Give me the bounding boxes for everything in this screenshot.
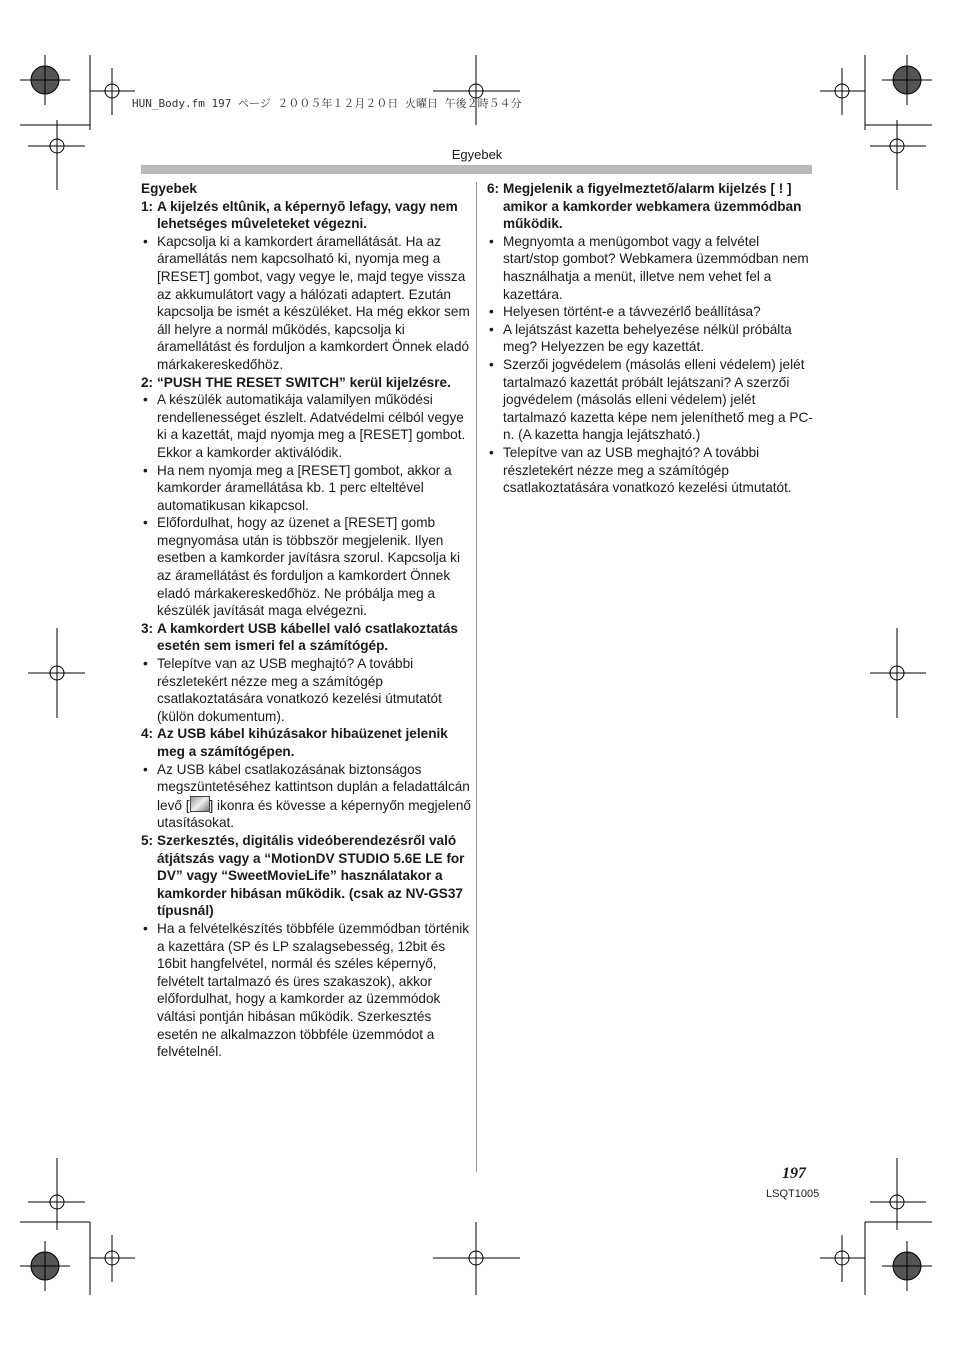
- right-column: [487, 180, 813, 497]
- question-2: 2: “PUSH THE RESET SWITCH” kerül kijelzésre.: [141, 374, 451, 390]
- list-item: • Telepítve van az USB meghajtó? A további részletekért nézze meg a számítógép csatlakoztatására vonatkozó kezelési útmutatót (külön dokumentum).: [143, 656, 442, 724]
- document-code: LSQT1005: [766, 1188, 820, 1200]
- list-item: • Megnyomta a menügombot vagy a felvétel start/stop gombot? Webkamera üzemmódban nem használhatja a menüt, illetve nem vehet fel a kazettára.: [489, 233, 809, 302]
- safely-remove-hardware-icon: [190, 796, 210, 812]
- file-info-line: HUN_Body.fm 197 ページ ２００５年１２月２０日 火曜日 午後２時５４分: [132, 97, 522, 110]
- question-5: 5: Szerkesztés, digitális videóberendezésről való átjátszás vagy a “MotionDV STUDIO 5.6E LE for DV” vagy “SweetMovieLife” használatakor a kamkorder hibásan működik. (csak az NV-GS37 típusnál): [141, 832, 465, 919]
- list-item: • Kapcsolja ki a kamkordert áramellátását. Ha az áramellátás nem kapcsolható ki, nyomja meg a [RESET] gombot, vagy vegye le, majd tegye vissza az akkumulátort vagy a hálózati adaptert. Ezután kapcsolja be ismét a készüléket. Ha még ekkor sem áll helyre a normál működés, kapcsolja ki áramellátást és forduljon a kamkordert Önnek eladó márkakereskedőhöz.: [143, 233, 470, 372]
- question-3: 3: A kamkordert USB kábellel való csatlakoztatás esetén sem ismeri fel a számítógép.: [141, 620, 458, 654]
- left-column: [141, 180, 471, 1061]
- list-item: • A lejátszást kazetta behelyezése nélkül próbálta meg? Helyezzen be egy kazettát.: [489, 321, 792, 355]
- list-item: • Szerzői jogvédelem (másolás elleni védelem) jelét tartalmazó kazettát próbált lejátszani? A szerzői jogvédelem (másolás elleni védelem) jelét tartalmazó kazetta képe nem jeleníthető meg a PC-n. (A kazetta hangja lejátszható.): [489, 356, 813, 443]
- column-divider: [476, 182, 477, 1172]
- list-item: • Ha nem nyomja meg a [RESET] gombot, akkor a kamkorder áramellátása kb. 1 perc elteltével automatikusan kikapcsol.: [143, 462, 452, 513]
- section-title: Egyebek: [451, 147, 503, 162]
- list-item: • Ha a felvételkészítés többféle üzemmódban történik a kazettára (SP és LP szalagsebesség, 12bit és 16bit hangfelvétel, normál és széles képernyő, felvételt tartalmazó és üres szakaszok), akkor előfordulhat, hogy a kamkorder az üzemmódok váltási pontján hibásan működik. Szerkesztés esetén ne alkalmazzon többféle üzemmódot a felvételnél.: [143, 920, 470, 1060]
- list-item: • Helyesen történt-e a távvezérlő beállítása?: [489, 304, 761, 320]
- question-1: 1: A kijelzés eltûnik, a képernyõ lefagy, vagy nem lehetséges mûveleteket végezni.: [141, 198, 458, 232]
- list-item: • Előfordulhat, hogy az üzenet a [RESET] gomb megnyomása után is többször megjelenik. Ilyen esetben a kamkorder javításra szorul. Kapcsolja ki az áramellátást és forduljon a kamkordert Önnek eladó márkakereskedőhöz. Ne próbálja meg a készülék javítását maga elvégezni.: [143, 515, 460, 619]
- header-rule: [141, 165, 812, 174]
- question-4: 4: Az USB kábel kihúzásakor hibaüzenet jelenik meg a számítógépen.: [141, 726, 448, 759]
- list-item: • Telepítve van az USB meghajtó? A további részletekért nézze meg a számítógép csatlakoztatására vonatkozó kezelési útmutatót.: [489, 444, 792, 496]
- list-item: • Az USB kábel csatlakozásának biztonságos megszüntetéséhez kattintson duplán a feladattálcán levő [ ] ikonra és kövesse a képernyőn megjelenő utasításokat.: [143, 761, 471, 831]
- question-6: 6: Megjelenik a figyelmeztető/alarm kijelzés [ ! ] amikor a kamkorder webkamera üzemmódban működik.: [487, 181, 802, 232]
- list-item: • A készülék automatikája valamilyen működési rendellenességet észlelt. Adatvédelmi célból vegye ki a kazettát, majd nyomja meg a [RESET] gombot. Ekkor a kamkorder aktiválódik.: [143, 392, 466, 460]
- subheading: Egyebek: [141, 181, 197, 196]
- page-number: 197: [782, 1165, 806, 1182]
